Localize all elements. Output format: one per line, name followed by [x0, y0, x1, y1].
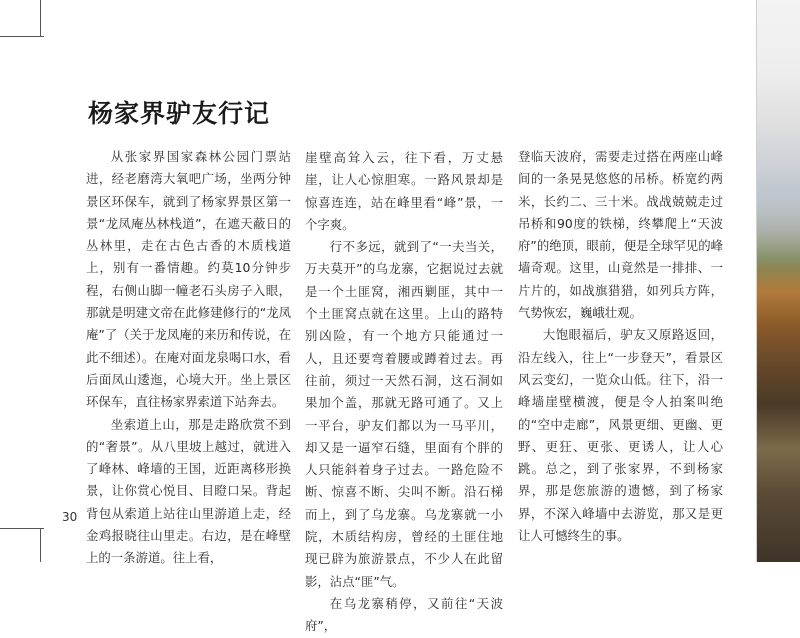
paragraph: 坐索道上山，那是走路欣赏不到的“奢景”。从八里坡上越过，就进入了峰林、峰墙的王国，近距离移形换景，让你赏心悦目、目瞪口呆。背起背包从索道上站往山里游道上走，经金鸡报晓往山里走。右边，是在峰壁上的一条游道。往上看， [86, 416, 291, 566]
text-column-2 [305, 147, 503, 638]
crop-mark-bottom-left-v [40, 528, 41, 562]
photo-edge-divider [756, 0, 757, 562]
article-title: 杨家界驴友行记 [88, 99, 271, 128]
crop-mark-bottom-left-h [0, 528, 44, 529]
crop-mark-top-left-h [0, 36, 44, 37]
text-column-3 [518, 146, 723, 547]
photo-sky-haze [756, 120, 800, 270]
crop-mark-top-left-v [40, 0, 41, 36]
paragraph: 崖壁高耸入云，往下看，万丈悬崖，让人心惊胆寒。一路风景却是惊喜连连，站在峰里看“峰”景，一个字爽。 [305, 150, 503, 232]
paragraph: 行不多远，就到了“一夫当关，万夫莫开”的乌龙寨，它据说过去就是一个土匪窝，湘西剿匪，其中一个土匪窝点就在这里。上山的路特别凶险，有一个地方只能通过一人，且还要弯着腰或蹲着过去。再往前，须过一天然石洞，这石洞如果加个盖，那就无路可通了。又上一平台，驴友们都以为一马平川，却又是一逼窄石缝，里面有个胖的人只能斜着身子过去。一路危险不断、惊喜不断、尖叫不断。沿石梯而上，到了乌龙寨。乌龙寨就一小院，木质结构房，曾经的土匪住地现已辟为旅游景点，不少人在此留影，沾点“匪”气。 [305, 239, 503, 589]
paragraph: 在乌龙寨稍停，又前往“天波府”， [305, 595, 503, 634]
paragraph: 大饱眼福后，驴友又原路返回，沿左线入，往上“一步登天”，看景区风云变幻，一览众山低。往下，沿一峰墙崖壁横渡，便是令人拍案叫绝的“空中走廊”，风景更细、更幽、更野、更狂、更张、更诱人，让人心跳。总之，到了张家界，不到杨家界，那是您旅游的遗憾，到了杨家界，不深入峰墙中去游览，那又是更让人可憾终生的事。 [518, 327, 723, 544]
page-number: 30 [62, 510, 78, 524]
text-column-1 [86, 146, 291, 570]
paragraph: 从张家界国家森林公园门票站进，经老磨湾大氧吧广场，坐两分钟景区环保车，就到了杨家界景区第一景“龙凤庵丛林栈道”，在遮天蔽日的丛林里，走在古色古香的木质栈道上，别有一番情趣。约莫10分钟步程，右侧山脚一幢老石头房子入眼，那就是明建文帝在此修建修行的“龙凤庵”了（关于龙凤庵的来历和传说，在此不细述）。在庵对面龙泉喝口水，看后面凤山逶迤，心境大开。坐上景区环保车，直往杨家界索道下站奔去。 [86, 149, 291, 410]
landscape-photo-strip [756, 0, 800, 562]
paragraph: 登临天波府，需要走过搭在两座山峰间的一条晃晃悠悠的吊桥。桥宽约两米，长约二、三十米。战战兢兢走过吊桥和90度的铁梯，终攀爬上“天波府”的绝顶，眼前，便是全球罕见的峰墙奇观。这里，山竟然是一排排、一片片的，如战旗猎猎，如列兵方阵，气势恢宏，巍峨壮观。 [518, 149, 723, 321]
